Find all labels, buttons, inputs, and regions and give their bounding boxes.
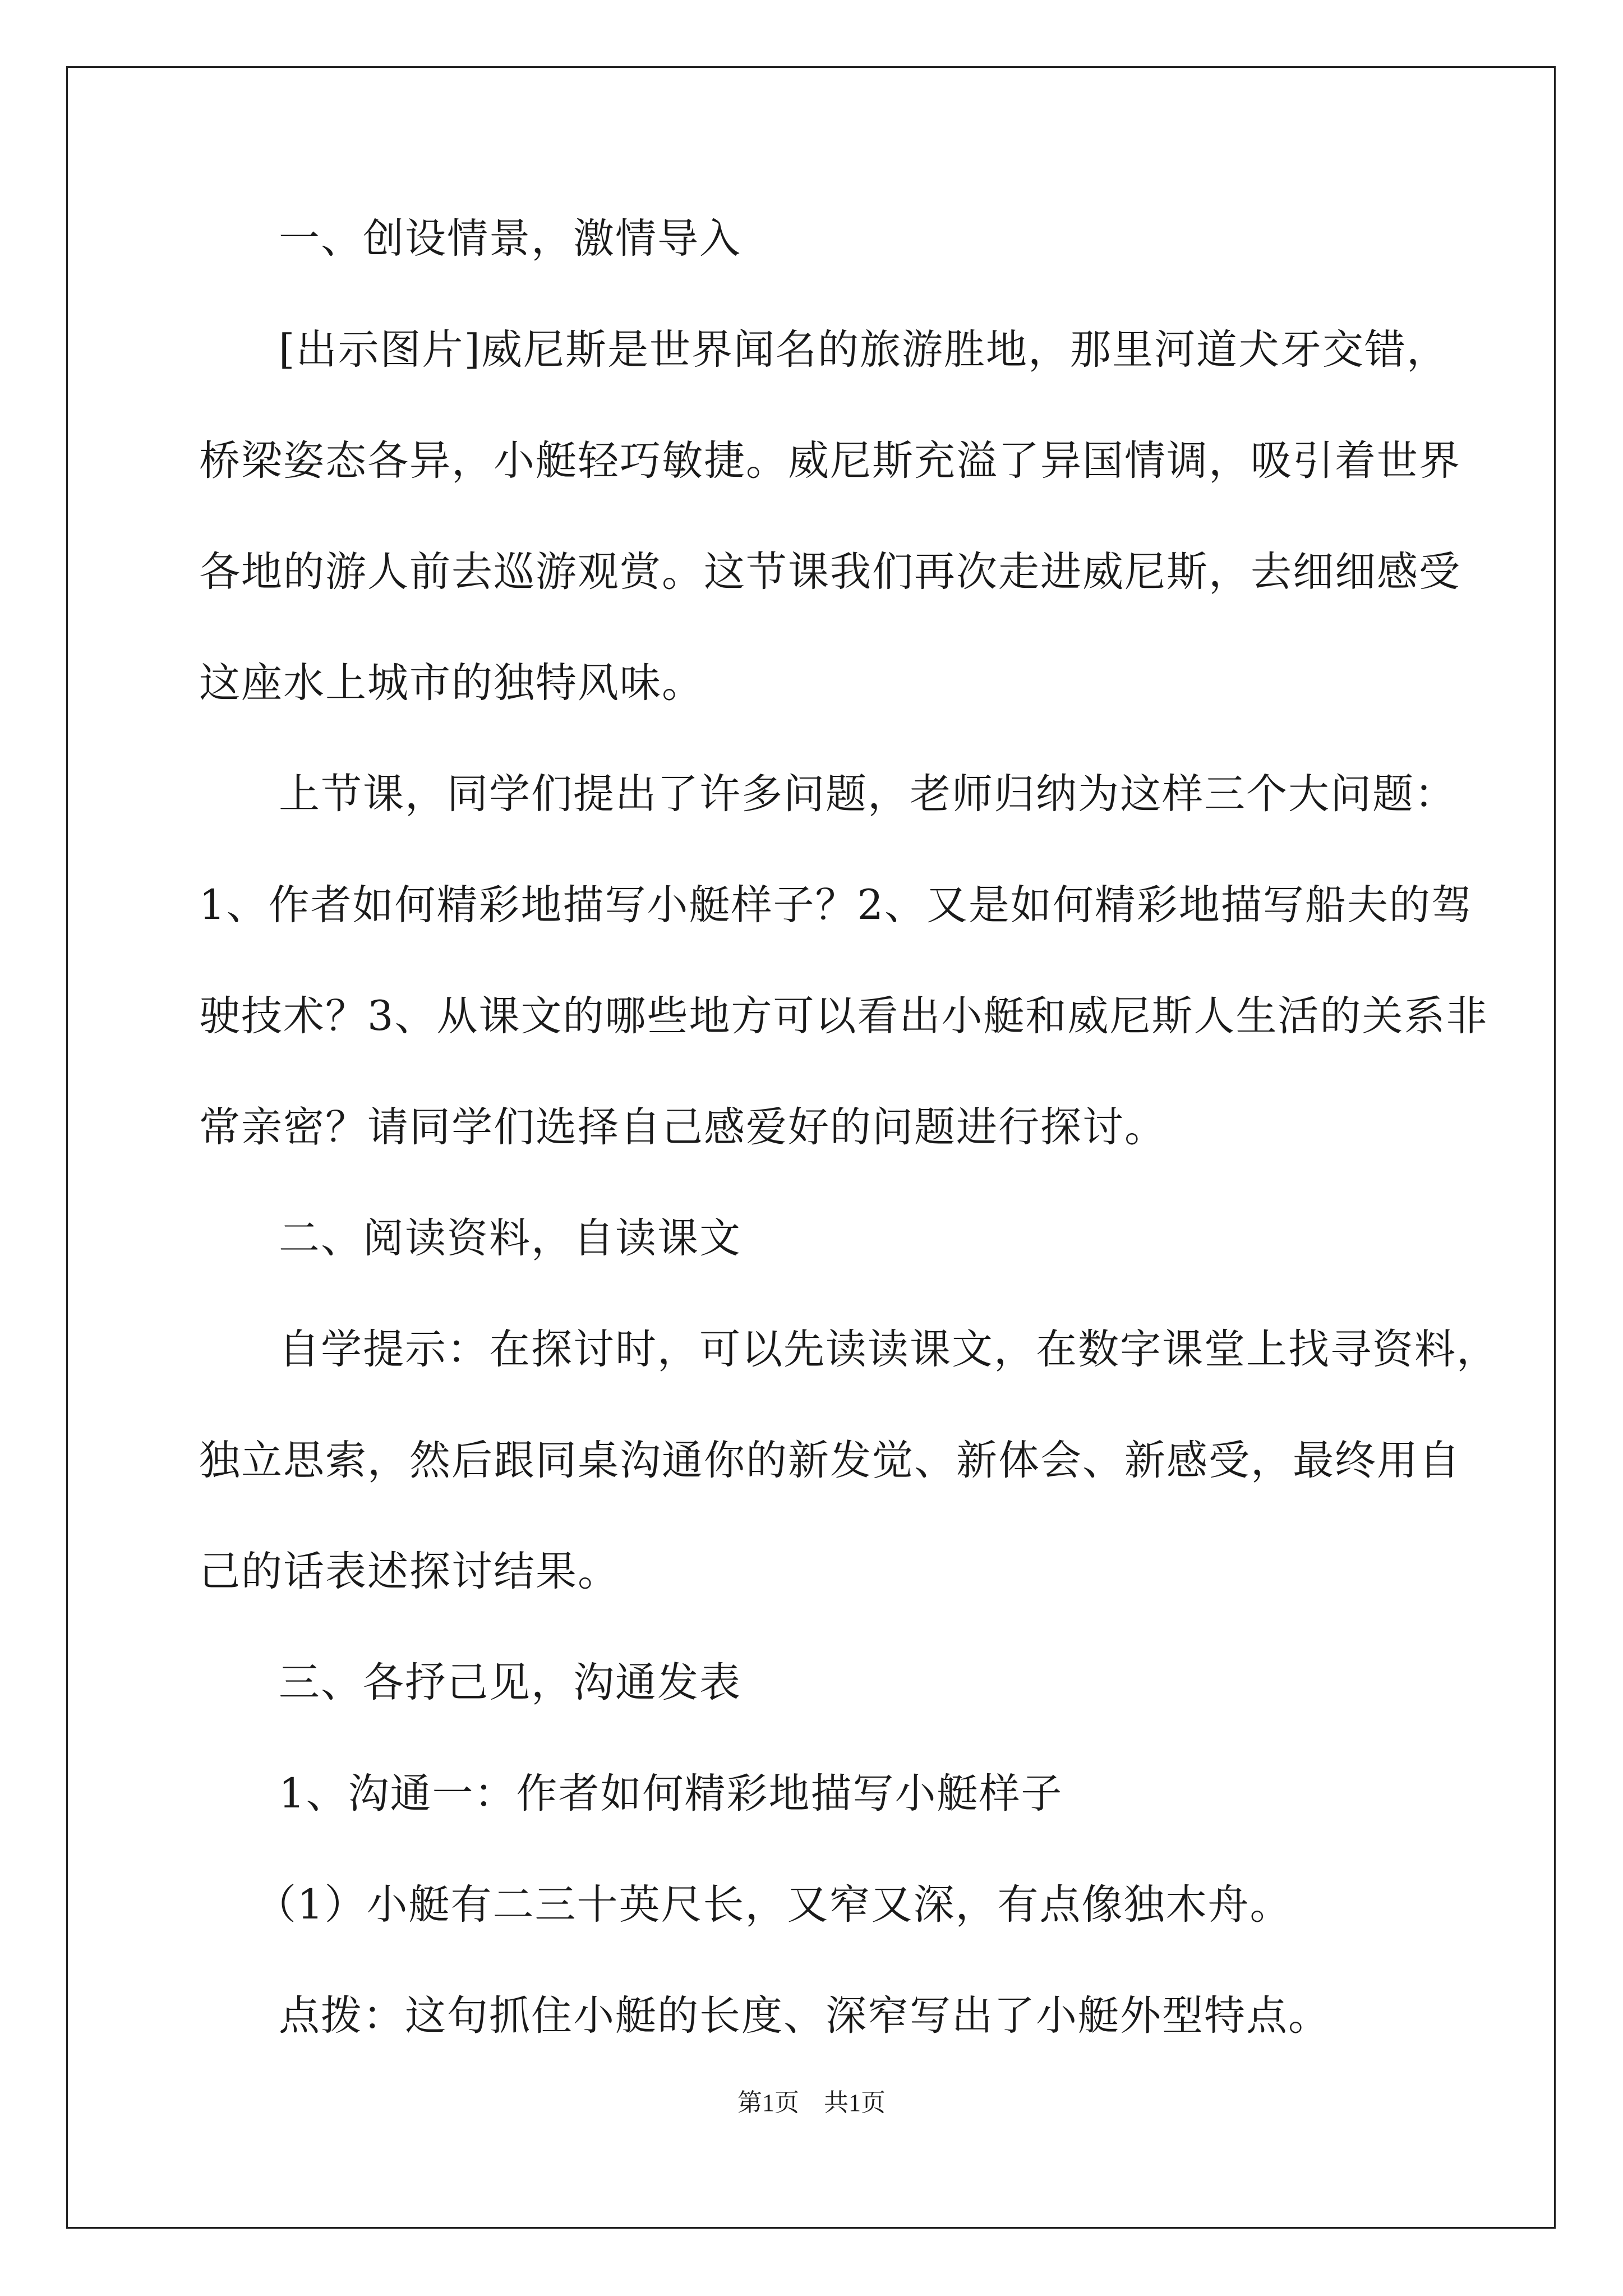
- section-heading-2: 二、阅读资料，自读课文: [279, 1214, 741, 1262]
- paragraph-line: 驶技术？3、从课文的哪些地方可以看出小艇和威尼斯人生活的关系非: [199, 992, 1488, 1040]
- paragraph-line: 各地的游人前去巡游观赏。这节课我们再次走进威尼斯，去细细感受: [199, 548, 1461, 596]
- section-heading-3: 三、各抒己见，沟通发表: [279, 1659, 741, 1706]
- paragraph-line: 桥梁姿态各异，小艇轻巧敏捷。威尼斯充溢了异国情调，吸引着世界: [199, 437, 1461, 485]
- section-heading-1: 一、创设情景，激情导入: [279, 215, 741, 263]
- paragraph-line: 上节课，同学们提出了许多问题，老师归纳为这样三个大问题：: [279, 770, 1456, 818]
- paragraph-line: [出示图片]威尼斯是世界闻名的旅游胜地，那里河道犬牙交错，: [279, 326, 1449, 374]
- page-footer: 第1页 共1页: [737, 2089, 886, 2116]
- paragraph-line: 点拨：这句抓住小艇的长度、深窄写出了小艇外型特点。: [279, 1992, 1330, 2040]
- subheading: 1、沟通一：作者如何精彩地描写小艇样子: [279, 1770, 1063, 1818]
- paragraph-line: 己的话表述探讨结果。: [199, 1548, 620, 1595]
- paragraph-line: 这座水上城市的独特风味。: [199, 659, 704, 707]
- paragraph-line: 1、作者如何精彩地描写小艇样子？2、又是如何精彩地描写船夫的驾: [199, 881, 1473, 929]
- paragraph-line: 常亲密？请同学们选择自己感爱好的问题进行探讨。: [199, 1103, 1166, 1151]
- paragraph-line: 独立思索，然后跟同桌沟通你的新发觉、新体会、新感受，最终用自: [199, 1437, 1461, 1484]
- paragraph-line: （1）小艇有二三十英尺长，又窄又深，有点像独木舟。: [255, 1881, 1292, 1929]
- paragraph-line: 自学提示：在探讨时，可以先读读课文，在数字课堂上找寻资料，: [279, 1326, 1498, 1373]
